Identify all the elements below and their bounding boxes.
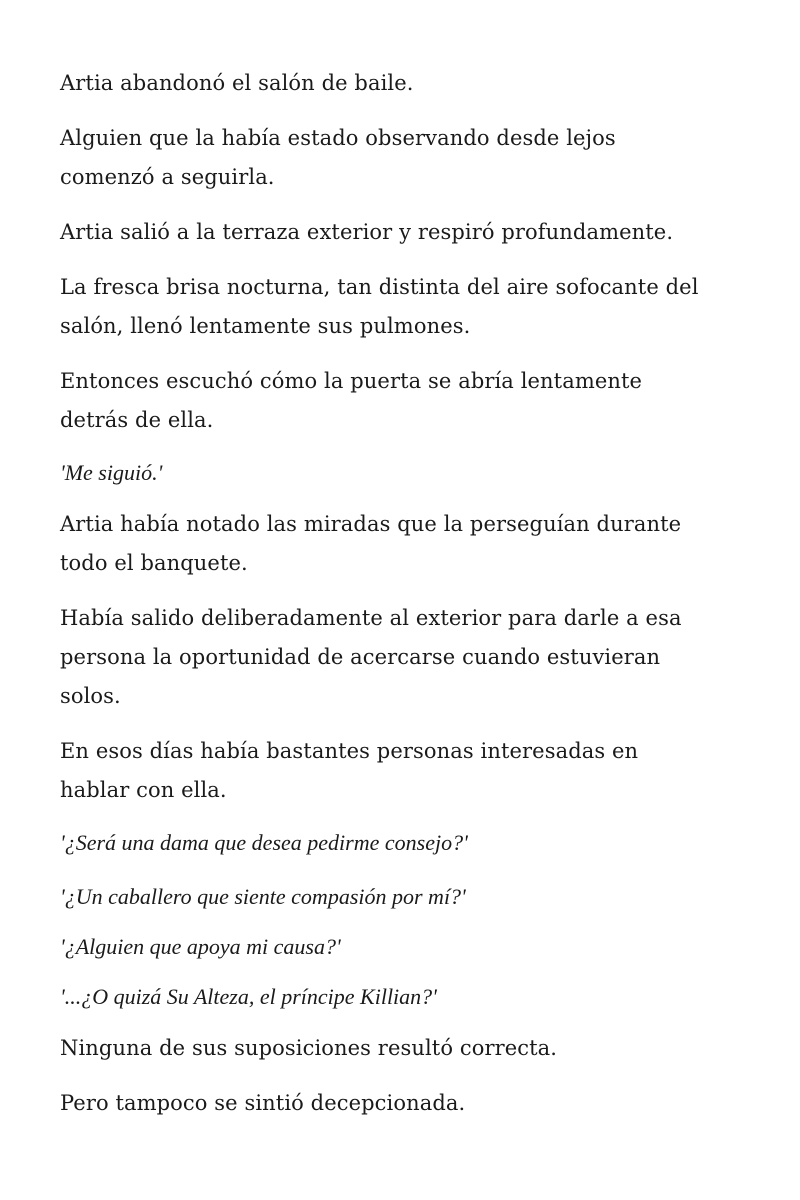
inner-thought: '¿Un caballero que siente compasión por mí?' (60, 884, 466, 909)
inner-thought: '¿Será una dama que desea pedirme consejo?' (60, 830, 468, 855)
paragraph-line: detrás de ella. (60, 408, 214, 432)
paragraph-line: Pero tampoco se sintió decepcionada. (60, 1091, 466, 1115)
paragraph-line: Había salido deliberadamente al exterior para darle a esa (60, 606, 682, 630)
inner-thought: 'Me siguió.' (60, 460, 163, 485)
paragraph-line: La fresca brisa nocturna, tan distinta del aire sofocante del (60, 275, 699, 299)
paragraph-line: Artia había notado las miradas que la perseguían durante (60, 512, 682, 536)
paragraph-line: En esos días había bastantes personas interesadas en (60, 739, 639, 763)
paragraph-line: comenzó a seguirla. (60, 165, 275, 189)
paragraph-line: Ninguna de sus suposiciones resultó correcta. (60, 1036, 558, 1060)
paragraph-line: hablar con ella. (60, 778, 227, 802)
inner-thought: '...¿O quizá Su Alteza, el príncipe Killian?' (60, 984, 437, 1009)
paragraph-line: Entonces escuchó cómo la puerta se abría lentamente (60, 369, 643, 393)
paragraph-line: Artia salió a la terraza exterior y respiró profundamente. (60, 220, 674, 244)
paragraph-line: todo el banquete. (60, 551, 248, 575)
paragraph-line: salón, llenó lentamente sus pulmones. (60, 314, 471, 338)
paragraph-line: persona la oportunidad de acercarse cuando estuvieran (60, 645, 661, 669)
paragraph-line: solos. (60, 684, 121, 708)
paragraph-line: Alguien que la había estado observando desde lejos (60, 126, 616, 150)
inner-thought: '¿Alguien que apoya mi causa?' (60, 934, 341, 959)
paragraph-line: Artia abandonó el salón de baile. (60, 71, 414, 95)
